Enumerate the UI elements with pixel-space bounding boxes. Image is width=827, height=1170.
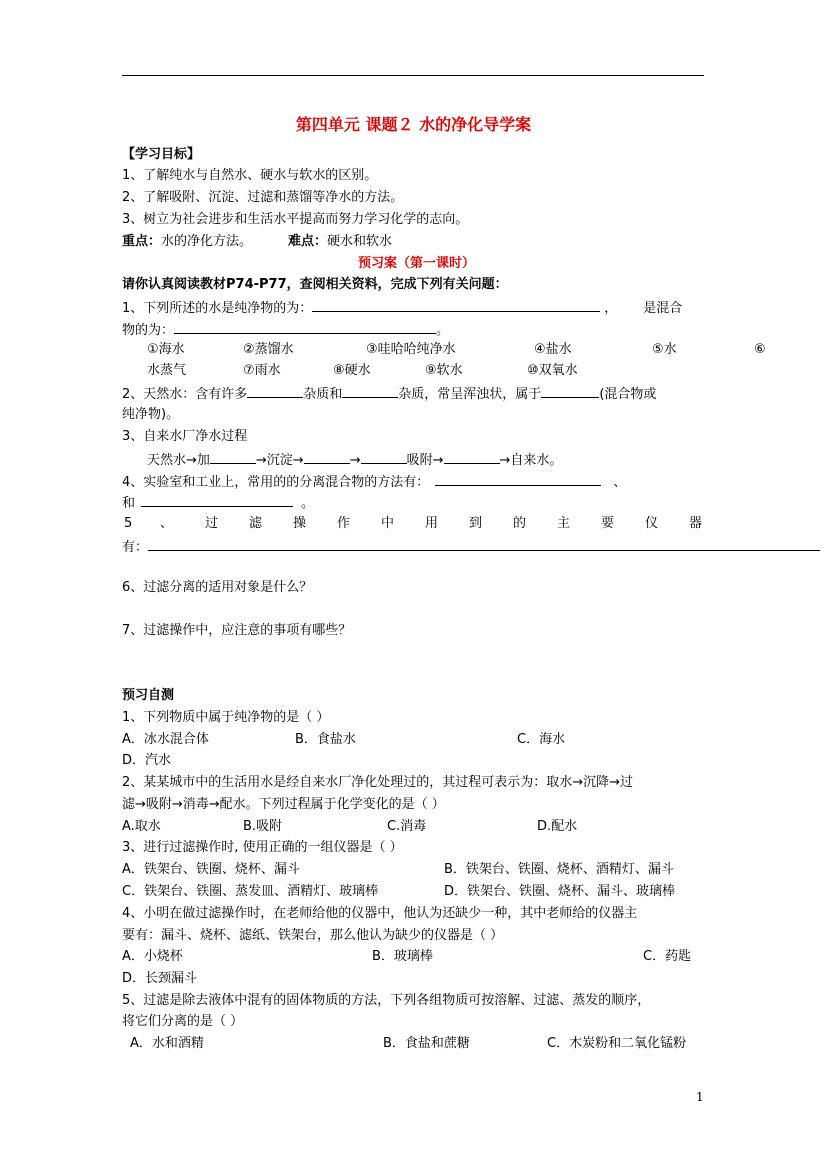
- option: C．海水: [517, 732, 566, 747]
- preview-instruction: 请你认真阅读教材P74-P77，查阅相关资料，完成下列有关问题：: [122, 277, 508, 292]
- preview-q3-flow: [147, 449, 562, 470]
- answer-blank[interactable]: [541, 383, 599, 398]
- option: D．铁架台、铁圈、烧杯、漏斗、玻璃棒: [444, 884, 676, 899]
- q1-option: ⑤水: [652, 342, 677, 357]
- option: C．木炭粉和二氧化锰粉: [547, 1036, 687, 1051]
- q1-option: ⑩双氧水: [527, 363, 578, 378]
- preview-q3: 3、自来水厂净水过程: [122, 429, 248, 444]
- option: C．铁架台、铁圈、蒸发皿、酒精灯、玻璃棒: [122, 884, 379, 899]
- question-text: →: [349, 453, 361, 468]
- question-text: 。: [436, 323, 450, 338]
- answer-blank[interactable]: [304, 449, 350, 464]
- answer-blank[interactable]: [141, 492, 293, 507]
- question-char: 、: [160, 516, 174, 531]
- question-text: 和: [122, 496, 136, 511]
- option: A．水和酒精: [130, 1036, 204, 1051]
- answer-blank[interactable]: [312, 297, 600, 312]
- question-char: 仪: [645, 516, 659, 531]
- question-text: 、: [613, 475, 627, 490]
- self-test-q1: 1、下列物质中属于纯净物的是（ ）: [122, 710, 330, 725]
- self-test-q4-line2: 要有：漏斗、烧杯、滤纸、铁架台，那么他认为缺少的仪器是（ ）: [122, 928, 504, 943]
- q1-option: ⑨软水: [425, 363, 463, 378]
- q1-option: ④盐水: [534, 342, 572, 357]
- option: D.配水: [537, 819, 578, 834]
- question-text: 杂质和: [303, 387, 343, 402]
- question-char: 器: [689, 516, 703, 531]
- question-char: 的: [513, 516, 527, 531]
- option: B.吸附: [243, 819, 283, 834]
- preview-q5-line2: [122, 536, 820, 557]
- preview-heading: 预习案（第一课时）: [358, 256, 476, 271]
- question-char: 过: [205, 516, 219, 531]
- question-text: 天然水→加: [147, 453, 210, 468]
- question-text: (混合物或: [599, 387, 657, 402]
- question-char: 中: [381, 516, 395, 531]
- question-text: 杂质，常呈浑浊状，属于: [398, 387, 542, 402]
- option: C.消毒: [387, 819, 427, 834]
- objective-item: 2、了解吸附、沉淀、过滤和蒸馏等净水的方法。: [122, 190, 404, 205]
- key-text: 水的净化方法。: [161, 234, 253, 249]
- header-rule: [122, 75, 704, 76]
- question-text: 2、天然水：含有许多: [122, 387, 248, 402]
- objective-item: 1、了解纯水与自然水、硬水与软水的区别。: [122, 168, 378, 183]
- preview-q4-line1: [122, 471, 626, 492]
- question-char: 要: [601, 516, 615, 531]
- question-char: 滤: [249, 516, 263, 531]
- option: A.取水: [122, 819, 161, 834]
- preview-q6: 6、过滤分离的适用对象是什么？: [122, 580, 313, 595]
- question-text: →沉淀→: [255, 453, 304, 468]
- q1-option: ②蒸馏水: [243, 342, 294, 357]
- option: B．食盐水: [295, 732, 356, 747]
- difficulty-label: 难点：: [288, 234, 328, 249]
- self-test-q4-line1: 4、小明在做过滤操作时，在老师给他的仪器中，他认为还缺少一种，其中老师给的仪器主: [122, 906, 638, 921]
- option: A．冰水混合体: [122, 732, 209, 747]
- objectives-heading: 【学习目标】: [122, 147, 201, 162]
- page-number: 1: [696, 1090, 704, 1104]
- question-text: 4、实验室和工业上，常用的的分离混合物的方法有：: [122, 475, 430, 490]
- option: C．药匙: [643, 949, 692, 964]
- question-text: 。: [301, 496, 315, 511]
- self-test-q5-line1: 5、过滤是除去液体中混有的固体物质的方法，下列各组物质可按溶解、过滤、蒸发的顺序，: [122, 993, 651, 1008]
- answer-blank[interactable]: [342, 383, 398, 398]
- q1-option: ③哇哈哈纯净水: [366, 342, 456, 357]
- answer-blank[interactable]: [210, 449, 256, 464]
- self-test-q5-line2: 将它们分离的是（ ）: [122, 1014, 244, 1029]
- option: D．长颈漏斗: [122, 971, 198, 986]
- key-label: 重点：: [122, 234, 162, 249]
- question-char: 5: [124, 516, 133, 531]
- answer-blank[interactable]: [174, 319, 436, 334]
- option: A．小烧杯: [122, 949, 183, 964]
- preview-q2-line2: 纯净物)。: [122, 407, 180, 422]
- q1-option: ①海水: [147, 342, 185, 357]
- answer-blank[interactable]: [435, 471, 601, 486]
- question-char: 操: [293, 516, 307, 531]
- question-text: 是混合: [643, 301, 683, 316]
- answer-blank[interactable]: [247, 383, 303, 398]
- answer-blank[interactable]: [444, 449, 500, 464]
- question-text: ，: [604, 301, 618, 316]
- q1-option: 水蒸气: [147, 363, 187, 378]
- q1-option: ⑥: [754, 342, 766, 357]
- self-test-heading: 预习自测: [122, 688, 175, 703]
- question-text: 有：: [122, 540, 149, 555]
- difficulty-text: 硬水和软水: [327, 234, 393, 249]
- self-test-q2-line1: 2、某某城市中的生活用水是经自来水厂净化处理过的，其过程可表示为：取水→沉降→过: [122, 775, 634, 790]
- question-text: →自来水。: [499, 453, 563, 468]
- key-difficulty-line: [122, 232, 392, 251]
- question-text: 物的为：: [122, 323, 175, 338]
- q1-option: ⑧硬水: [333, 363, 371, 378]
- question-text: 1、下列所述的水是纯净物的为：: [122, 301, 313, 316]
- option: B．铁架台、铁圈、烧杯、酒精灯、漏斗: [444, 862, 674, 877]
- preview-q7: 7、过滤操作中，应注意的事项有哪些？: [122, 623, 352, 638]
- preview-q1-line2: [122, 319, 449, 340]
- preview-q2-line1: [122, 383, 656, 404]
- option: B．食盐和蔗糖: [383, 1036, 470, 1051]
- answer-blank[interactable]: [361, 449, 407, 464]
- question-char: 用: [425, 516, 439, 531]
- preview-q4-line2: [122, 492, 314, 513]
- self-test-q3: 3、进行过滤操作时, 使用正确的一组仪器是（ ）: [122, 840, 403, 855]
- question-char: 主: [557, 516, 571, 531]
- question-text: 吸附→: [406, 453, 444, 468]
- answer-blank[interactable]: [148, 536, 820, 551]
- self-test-q2-line2: 滤→吸附→消毒→配水。下列过程属于化学变化的是（ ）: [122, 797, 445, 812]
- question-char: 作: [337, 516, 351, 531]
- q1-option: ⑦雨水: [243, 363, 281, 378]
- question-char: 到: [469, 516, 483, 531]
- option: D．汽水: [122, 753, 172, 768]
- preview-q1-line1: [122, 297, 682, 318]
- page-title: 第四单元 课题２ 水的净化导学案: [295, 115, 532, 134]
- option: B．玻璃棒: [372, 949, 433, 964]
- option: A．铁架台、铁圈、烧杯、漏斗: [122, 862, 300, 877]
- objective-item: 3、树立为社会进步和生活水平提高而努力学习化学的志向。: [122, 212, 469, 227]
